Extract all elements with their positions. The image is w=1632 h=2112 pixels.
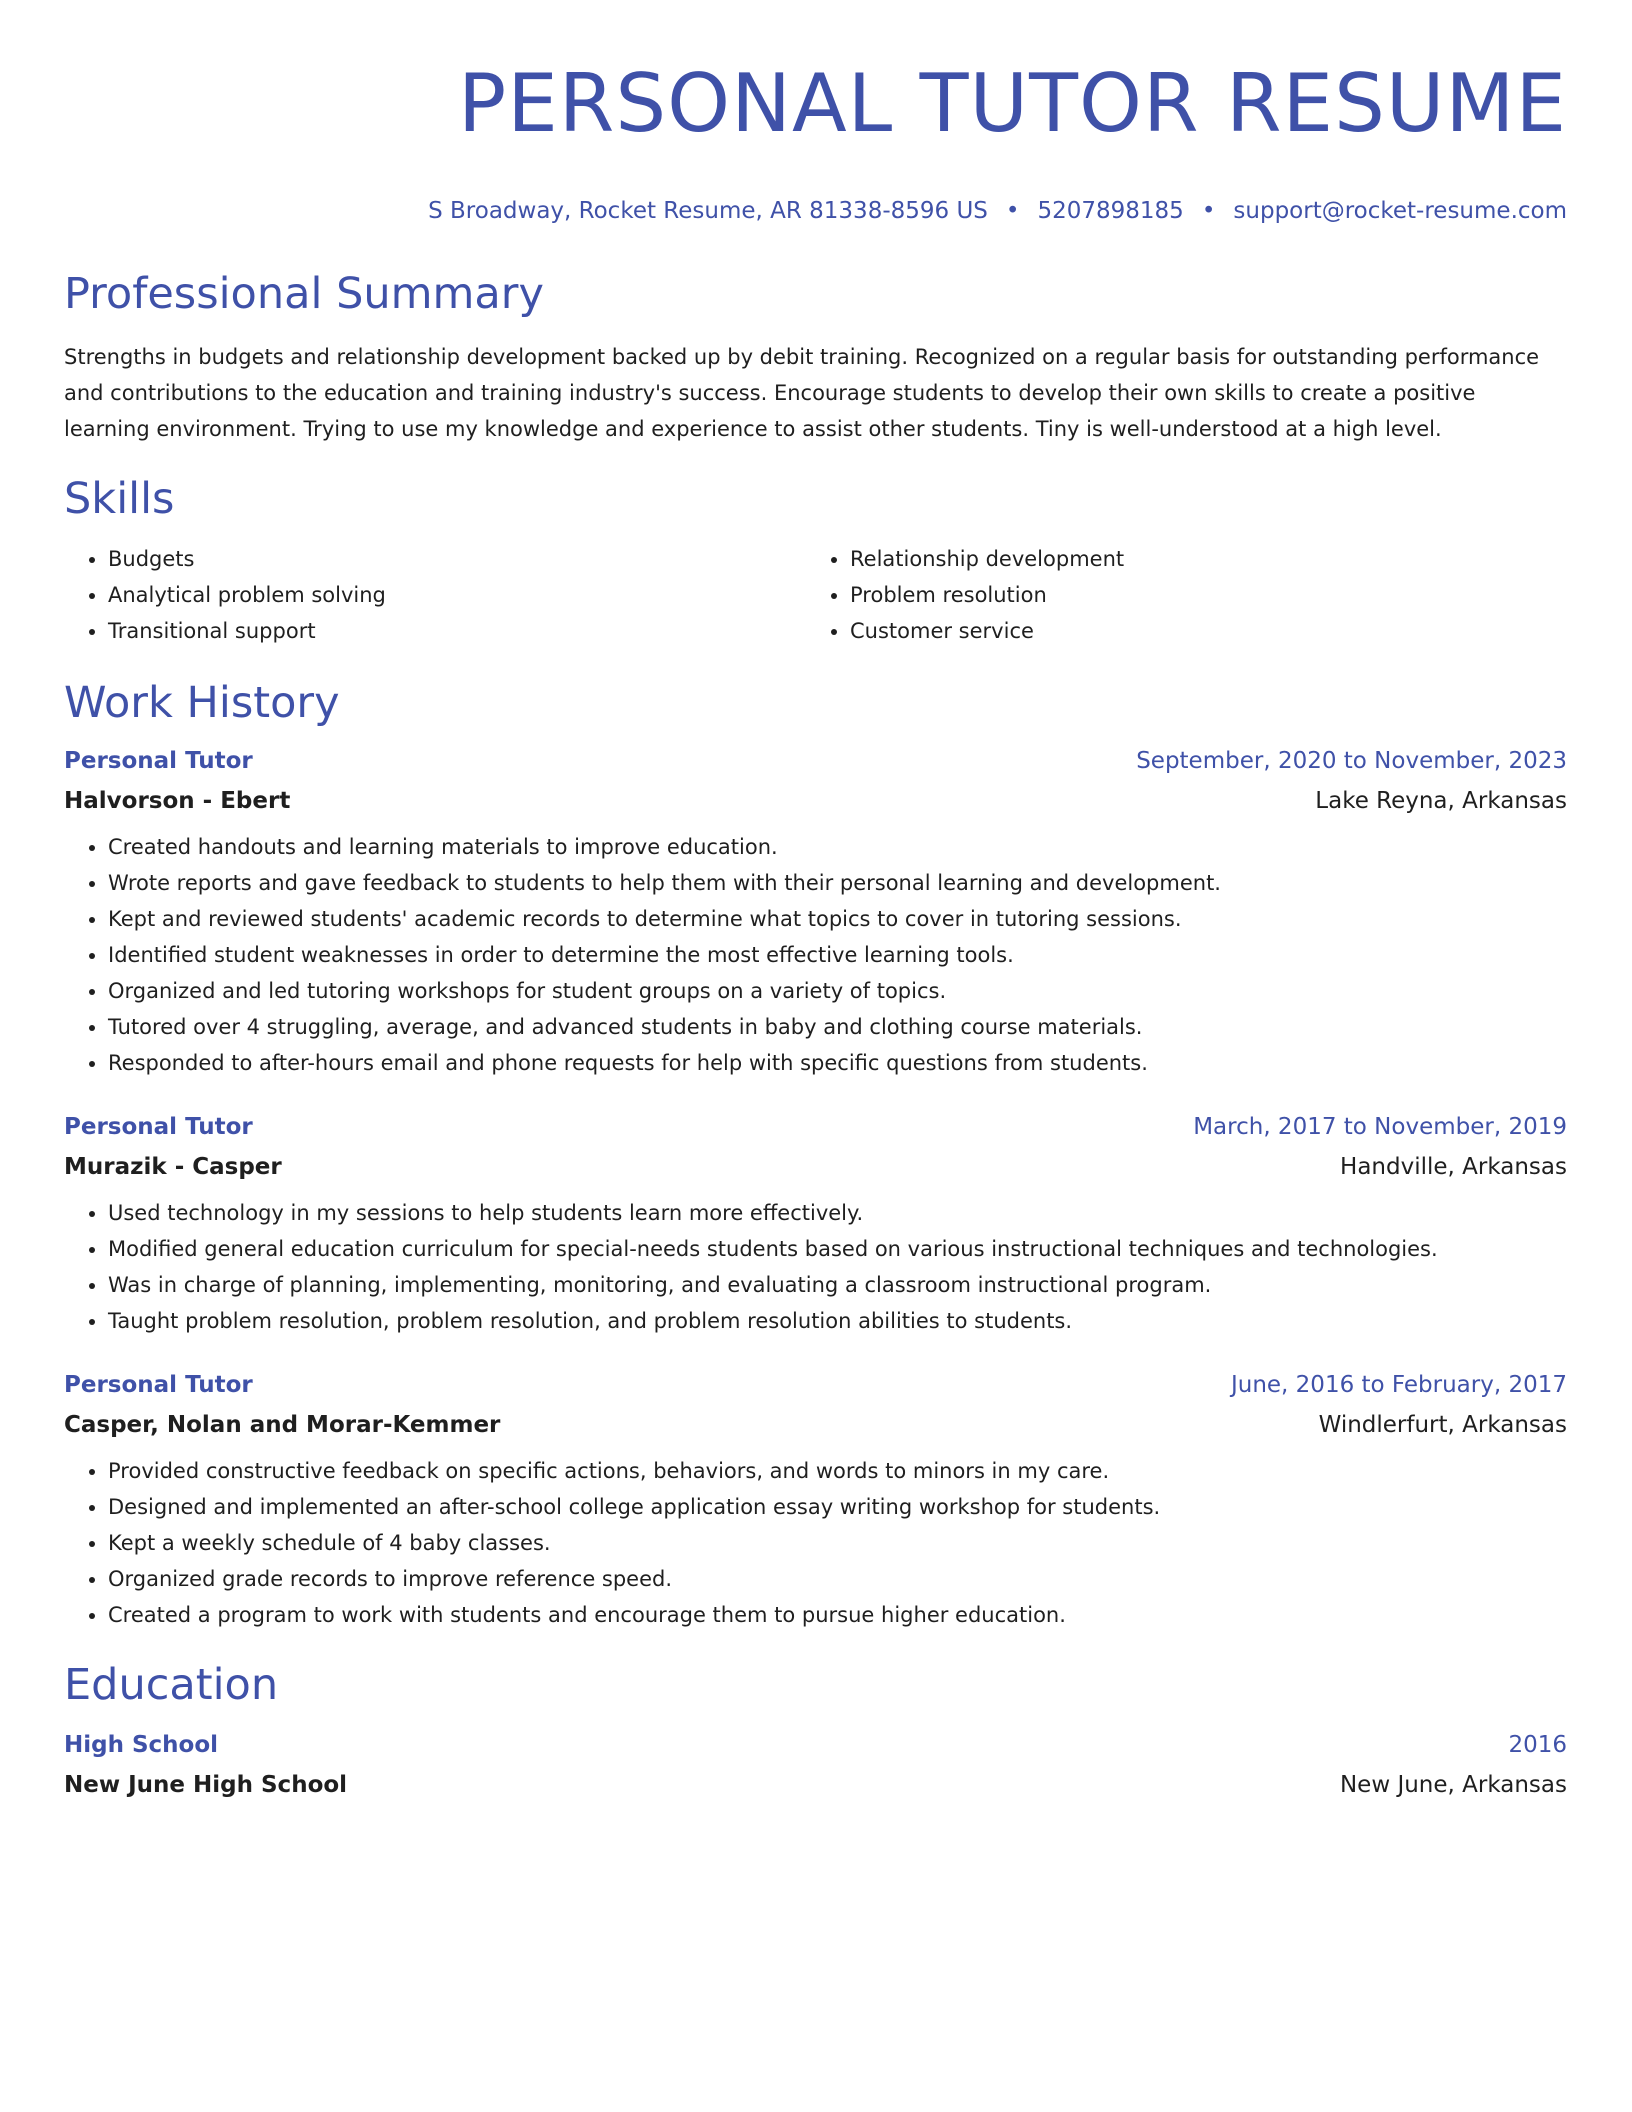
job-entry (64, 1109, 1567, 1339)
skills-column-left (64, 541, 806, 649)
job-company-row (64, 1149, 1567, 1185)
job-bullet: • Kept and reviewed students' academic records to determine what topics to cover in tutoring sessions. (108, 901, 1567, 937)
job-bullet: • Organized grade records to improve reference speed. (108, 1561, 1567, 1597)
job-bullet: • Identified student weaknesses in order to determine the most effective learning tools. (108, 937, 1567, 973)
job-bullet: • Created handouts and learning materials to improve education. (108, 829, 1567, 865)
skill-item: • Relationship development (850, 541, 1548, 577)
job-entry (64, 743, 1567, 1081)
summary-text: Strengths in budgets and relationship development backed up by debit training. Recognized on a regular basis for outstanding performance and contributions to the education and training industry's success. Encourage students to develop their own skills to create a positive learning environment. Trying to use my knowledge and experience to assist other students. Tiny is well-understood at a high level. (64, 345, 1540, 441)
job-header-row (64, 1109, 1567, 1145)
resume-page (64, 0, 1567, 1803)
job-bullet: • Used technology in my sessions to help students learn more effectively. (108, 1195, 1567, 1231)
job-role: Personal Tutor (64, 1372, 253, 1398)
job-location: Lake Reyna, Arkansas (1315, 788, 1567, 814)
education-degree: High School (64, 1732, 219, 1758)
job-location: Handville, Arkansas (1340, 1154, 1567, 1180)
job-bullets (64, 1453, 1567, 1633)
resume-title: PERSONAL TUTOR RESUME (457, 57, 1567, 150)
job-bullet: • Wrote reports and gave feedback to students to help them with their personal learning and development. (108, 865, 1567, 901)
job-bullet: • Kept a weekly schedule of 4 baby classes. (108, 1525, 1567, 1561)
job-bullet: • Taught problem resolution, problem resolution, and problem resolution abilities to students. (108, 1303, 1567, 1339)
job-dates: September, 2020 to November, 2023 (1136, 748, 1567, 774)
education-school: New June High School (64, 1772, 348, 1798)
job-company: Casper, Nolan and Morar-Kemmer (64, 1412, 501, 1438)
job-bullet: • Tutored over 4 struggling, average, and advanced students in baby and clothing course materials. (108, 1009, 1567, 1045)
job-company: Halvorson - Ebert (64, 788, 291, 814)
job-dates: March, 2017 to November, 2019 (1193, 1114, 1567, 1140)
job-bullets (64, 1195, 1567, 1339)
skills-list (64, 541, 1567, 649)
job-role: Personal Tutor (64, 748, 253, 774)
education-year: 2016 (1508, 1732, 1567, 1758)
skills-heading: Skills (64, 474, 175, 524)
contact-email[interactable]: support@rocket-resume.com (1233, 198, 1567, 224)
job-bullets (64, 829, 1567, 1081)
skill-item: • Problem resolution (850, 577, 1548, 613)
education-school-row (64, 1767, 1567, 1803)
contact-line (64, 194, 1567, 228)
education-header-row (64, 1727, 1567, 1763)
job-company: Murazik - Casper (64, 1154, 282, 1180)
skills-column-right (806, 541, 1548, 649)
education-entry (64, 1727, 1567, 1803)
job-header-row (64, 743, 1567, 779)
skill-item: • Analytical problem solving (108, 577, 806, 613)
job-role: Personal Tutor (64, 1114, 253, 1140)
education-location: New June, Arkansas (1339, 1772, 1567, 1798)
job-bullet: • Designed and implemented an after-school college application essay writing workshop for students. (108, 1489, 1567, 1525)
contact-separator: • (1005, 198, 1020, 224)
work-history-heading: Work History (64, 678, 340, 728)
contact-phone[interactable]: 5207898185 (1037, 198, 1184, 224)
contact-address: S Broadway, Rocket Resume, AR 81338-8596 US (428, 198, 988, 224)
skill-item: • Transitional support (108, 613, 806, 649)
job-bullet: • Responded to after-hours email and phone requests for help with specific questions from students. (108, 1045, 1567, 1081)
skill-item: • Customer service (850, 613, 1548, 649)
job-bullet: • Provided constructive feedback on specific actions, behaviors, and words to minors in my care. (108, 1453, 1567, 1489)
summary-heading: Professional Summary (64, 269, 544, 319)
job-entry (64, 1367, 1567, 1633)
job-location: Windlerfurt, Arkansas (1318, 1412, 1567, 1438)
job-dates: June, 2016 to February, 2017 (1230, 1372, 1567, 1398)
job-bullet: • Organized and led tutoring workshops for student groups on a variety of topics. (108, 973, 1567, 1009)
contact-separator: • (1201, 198, 1216, 224)
education-heading: Education (64, 1660, 279, 1710)
job-company-row (64, 1407, 1567, 1443)
job-bullet: • Was in charge of planning, implementing, monitoring, and evaluating a classroom instructional program. (108, 1267, 1567, 1303)
job-header-row (64, 1367, 1567, 1403)
job-bullet: • Created a program to work with students and encourage them to pursue higher education. (108, 1597, 1567, 1633)
skill-item: • Budgets (108, 541, 806, 577)
job-bullet: • Modified general education curriculum for special-needs students based on various instructional techniques and technologies. (108, 1231, 1567, 1267)
job-company-row (64, 783, 1567, 819)
